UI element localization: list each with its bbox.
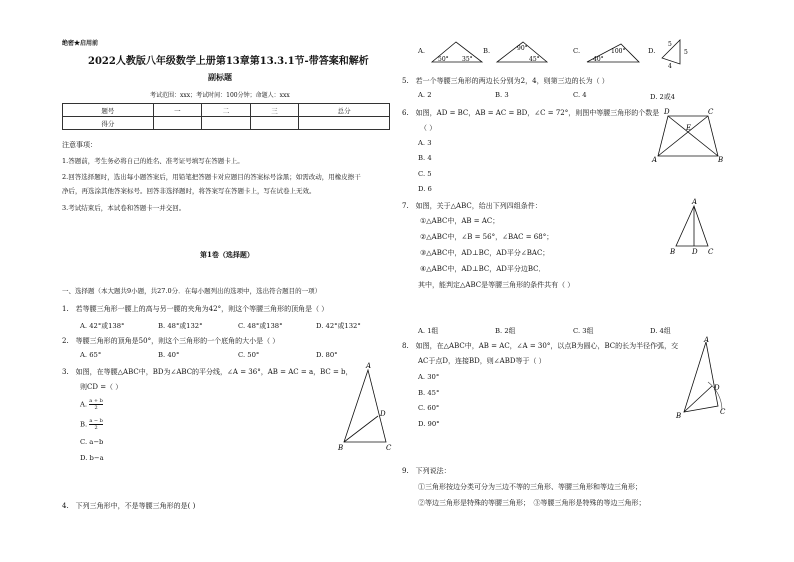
- q3-triangle-figure: [336, 360, 396, 452]
- score-cell[interactable]: [299, 117, 390, 130]
- score-cell[interactable]: [250, 117, 299, 130]
- notice-line: 3.考试结束后，本试卷和答题卡一并交回。: [62, 204, 186, 212]
- label-b: B: [670, 248, 676, 256]
- q4-option-d[interactable]: D.: [648, 47, 656, 55]
- q3-option-b[interactable]: [80, 418, 103, 431]
- q5-option-c[interactable]: C. 4: [573, 91, 587, 99]
- section-heading: 一、选择题（本大题共9小题，共27.0分．在每小题列出的选项中，选出符合题目的一项）: [62, 287, 322, 295]
- fraction-a: [89, 398, 103, 411]
- triangle-abc: [676, 206, 708, 246]
- label-c: C: [708, 248, 714, 256]
- score-table: [62, 103, 390, 130]
- q3-option-d[interactable]: D. b−a: [80, 454, 104, 462]
- label-d: D: [692, 248, 698, 256]
- q8-option-a[interactable]: A. 30°: [418, 373, 440, 381]
- q2-option-d[interactable]: D. 80°: [316, 351, 338, 359]
- q6-trapezoid-figure: [648, 104, 726, 164]
- question-8-stem-cont: AC于点D，连接BD，则∠ABD等于（ ）: [418, 357, 546, 365]
- label-a: A: [692, 198, 698, 206]
- question-8-stem: 8. 如图，在△ABC中，AB = AC，∠A = 30°，以点B为圆心，BC的长为半径作弧，交: [402, 342, 679, 350]
- q8-triangle-figure: [672, 336, 732, 426]
- q8-option-c[interactable]: C. 60°: [418, 404, 440, 412]
- bisector-bd: [344, 416, 378, 442]
- score-header-cell: 总分: [299, 104, 390, 117]
- q7-condition: ④△ABC中，AD⊥BC，AD平分边BC．: [420, 265, 546, 273]
- fraction-numerator: a − b: [89, 418, 103, 424]
- volume-heading: 第1卷（选择题）: [200, 250, 254, 259]
- q1-option-a[interactable]: A. 42°或138°: [80, 322, 125, 330]
- question-6-stem-cont: （ ）: [420, 124, 437, 132]
- angle-label: 50°: [438, 56, 449, 63]
- q2-option-b[interactable]: B. 40°: [158, 351, 180, 359]
- notice-line: 1.答题前，考生务必将自己的姓名、准考证号填写在答题卡上。: [62, 157, 244, 165]
- q1-option-b[interactable]: B. 48°或132°: [158, 322, 203, 330]
- q7-triangle-figure: [668, 198, 718, 256]
- question-2-stem: 2. 等腰三角形的顶角是50°，则这个三角形的一个底角的大小是（ ）: [62, 337, 280, 345]
- score-table-row: [63, 117, 390, 130]
- q1-option-d[interactable]: D. 42°或132°: [316, 322, 361, 330]
- q7-option-d[interactable]: D. 4组: [650, 327, 671, 335]
- question-7-stem: 7. 如图，关于△ABC，给出下列四组条件：: [402, 202, 542, 210]
- q4-figure-d: [660, 36, 694, 70]
- q8-option-b[interactable]: B. 45°: [418, 389, 440, 397]
- q1-option-c[interactable]: C. 48°或138°: [238, 322, 283, 330]
- question-9-stem: 9. 下列说法：: [402, 467, 451, 475]
- label-d: D: [380, 410, 386, 418]
- label-c: C: [386, 444, 392, 452]
- q7-question: 其中，能判定△ABC是等腰三角形的条件共有（ ）: [418, 281, 575, 289]
- score-header-cell: 题号: [63, 104, 154, 117]
- q7-condition: ①△ABC中，AB = AC；: [420, 217, 500, 225]
- angle-label: 100°: [611, 48, 626, 55]
- q4-option-c[interactable]: C.: [573, 47, 581, 55]
- label-a: A: [704, 336, 710, 344]
- score-table-header-row: [63, 104, 390, 117]
- q6-option-c[interactable]: C. 5: [418, 170, 432, 178]
- q4-option-a[interactable]: A.: [418, 47, 426, 55]
- angle-label: 90°: [517, 45, 528, 52]
- label-b: B: [718, 156, 724, 164]
- score-header-cell: 二: [202, 104, 251, 117]
- notice-line: 2.回答选择题时，选出每小题答案后，用铅笔把答题卡对应题目的答案标号涂黑；如需改动，用橡皮擦干: [62, 173, 361, 181]
- question-1-stem: 1. 若等腰三角形一腰上的高与另一腰的夹角为42°，则这个等腰三角形的顶角是（ ）: [62, 305, 329, 313]
- q7-condition: ②△ABC中，∠B = 56°，∠BAC = 68°；: [420, 233, 554, 241]
- option-letter: B.: [80, 420, 88, 429]
- q4-figure-c: [583, 38, 643, 66]
- score-cell[interactable]: [153, 117, 202, 130]
- score-row-label: 得分: [63, 117, 154, 130]
- q2-option-c[interactable]: C. 50°: [238, 351, 260, 359]
- fraction-b: [89, 418, 103, 431]
- label-d: D: [714, 384, 720, 392]
- q7-option-b[interactable]: B. 2组: [495, 327, 516, 335]
- label-a: A: [652, 156, 658, 164]
- page-title: 2022人教版八年级数学上册第13章第13.3.1节-带答案和解析: [88, 56, 369, 67]
- label-e: E: [686, 124, 692, 132]
- side-label: 5: [684, 49, 688, 56]
- page-subtitle: 副标题: [208, 72, 232, 82]
- label-d: D: [664, 108, 670, 116]
- diagonal-ac: [658, 116, 708, 156]
- score-cell[interactable]: [202, 117, 251, 130]
- q4-figure-a: [428, 38, 486, 66]
- q4-figure-b: [493, 38, 551, 66]
- q9-statement: ②等边三角形是特殊的等腰三角形； ③等腰三角形是特殊的等边三角形；: [418, 499, 646, 507]
- question-3-stem-cont: 则CD =（ ）: [80, 383, 123, 391]
- q6-option-a[interactable]: A. 3: [418, 139, 432, 147]
- q7-option-a[interactable]: A. 1组: [418, 327, 439, 335]
- angle-label: 35°: [462, 56, 473, 63]
- q5-option-b[interactable]: B. 3: [495, 91, 509, 99]
- side-label: 5: [668, 41, 672, 48]
- label-c: C: [720, 408, 726, 416]
- score-header-cell: 三: [250, 104, 299, 117]
- label-b: B: [676, 412, 682, 420]
- q2-option-a[interactable]: A. 65°: [80, 351, 102, 359]
- q7-option-c[interactable]: C. 3组: [573, 327, 594, 335]
- question-4-stem: 4. 下列三角形中，不是等腰三角形的是( ): [62, 502, 196, 510]
- question-5-stem: 5. 若一个等腰三角形的两边长分别为2，4，则第三边的长为（ ）: [402, 77, 609, 85]
- exam-info: 考试范围：xxx；考试时间：100分钟；命题人：xxx: [150, 92, 290, 99]
- fraction-numerator: a + b: [89, 398, 103, 404]
- side-label: 4: [668, 63, 672, 70]
- fraction-denominator: 2: [94, 405, 98, 411]
- trapezoid: [658, 116, 718, 156]
- angle-label: 45°: [529, 56, 540, 63]
- secret-label: 绝密★启用前: [62, 40, 99, 47]
- q7-condition: ③△ABC中，AD⊥BC，AD平分∠BAC；: [420, 249, 550, 257]
- q9-statement: ①三角形按边分类可分为三边不等的三角形、等腰三角形和等边三角形；: [418, 483, 642, 491]
- label-b: B: [338, 444, 344, 452]
- q8-option-d[interactable]: D. 90°: [418, 420, 440, 428]
- question-6-stem: 6. 如图，AD = BC，AB = AC = BD，∠C = 72°，则图中等腰三角形的个数是: [402, 109, 660, 117]
- angle-label: 40°: [593, 56, 604, 63]
- triangle-abc: [344, 370, 386, 442]
- notice-title: 注意事项：: [62, 141, 97, 149]
- notice-line: 净后，再选涂其他答案标号。回答非选择题时，将答案写在答题卡上，写在试卷上无效。: [62, 187, 316, 195]
- label-a: A: [366, 362, 372, 370]
- question-3-stem: 3. 如图，在等腰△ABC中，BD为∠ABC的平分线，∠A = 36°，AB = AC = a，BC = b，: [62, 368, 353, 376]
- q3-option-c[interactable]: C. a−b: [80, 438, 104, 446]
- q6-option-d[interactable]: D. 6: [418, 185, 432, 193]
- diagonal-bd: [668, 116, 718, 156]
- fraction-denominator: 2: [94, 425, 98, 431]
- label-c: C: [708, 108, 714, 116]
- q4-option-b[interactable]: B.: [483, 47, 491, 55]
- q6-option-b[interactable]: B. 4: [418, 154, 432, 162]
- option-letter: A.: [80, 400, 88, 409]
- score-header-cell: 一: [153, 104, 202, 117]
- q5-option-a[interactable]: A. 2: [418, 91, 432, 99]
- q3-option-a[interactable]: [80, 398, 103, 411]
- q5-option-d[interactable]: D. 2或4: [650, 93, 675, 101]
- triangle-abc: [684, 342, 718, 412]
